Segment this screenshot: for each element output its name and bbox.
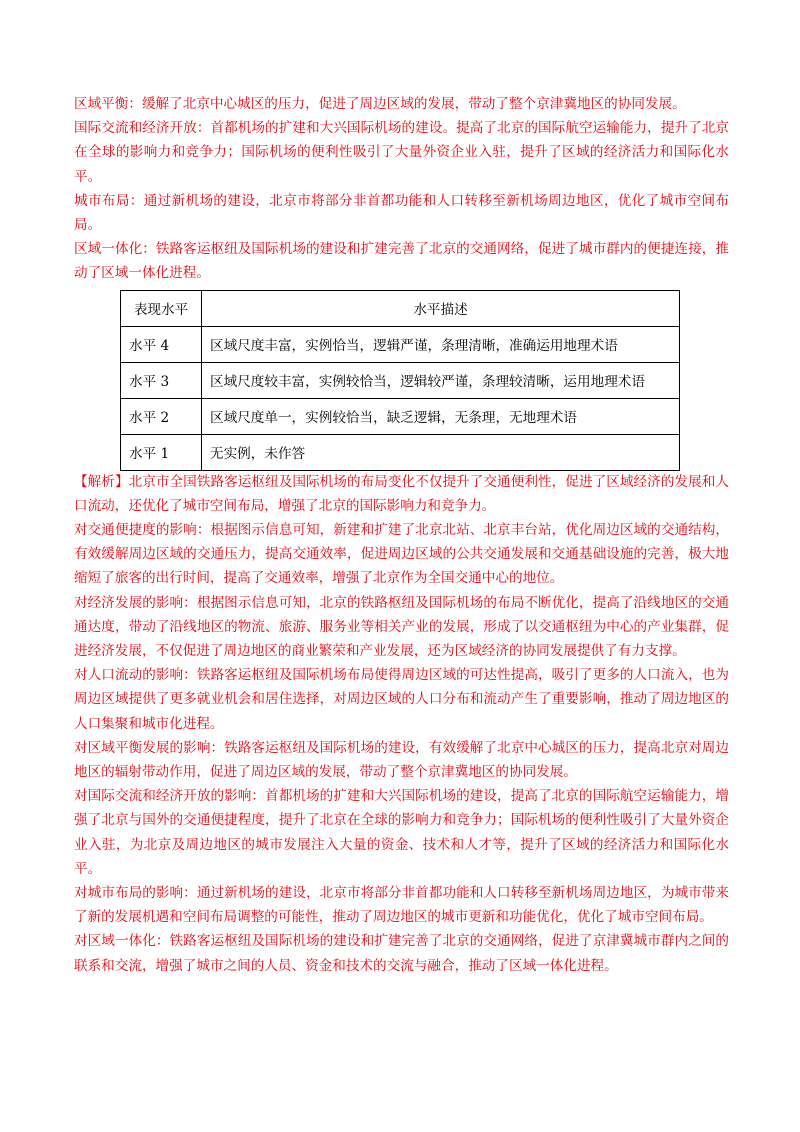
table-cell-description: 区域尺度较丰富，实例较恰当，逻辑较严谨，条理较清晰，运用地理术语 [202,362,680,398]
analysis-paragraph: 对国际交流和经济开放的影响：首都机场的扩建和大兴国际机场的建设，提高了北京的国际航空运输能力，增强了北京与国外的交通便捷程度，提升了北京在全球的影响力和竞争力；国际机场的便利性吸引了大量外资企业入驻，为北京及周边地区的城市发展注入大量的资金、技术和人才等，提升了区域的经济活力和国际化水平。 [74,788,729,877]
analysis-paragraph: 对经济发展的影响：根据图示信息可知，北京的铁路枢纽及国际机场的布局不断优化，提高了沿线地区的交通通达度，带动了沿线地区的物流、旅游、服务业等相关产业的发展，形成了以交通枢纽为中心的产业集群，促进经济发展，不仅促进了周边地区的商业繁荣和产业发展，还为区域经济的协同发展提供了有力支撑。 [74,594,729,660]
table-cell-description: 区域尺度单一，实例较恰当，缺乏逻辑，无条理，无地理术语 [202,398,680,434]
answer-paragraph: 区域平衡：缓解了北京中心城区的压力，促进了周边区域的发展，带动了整个京津冀地区的协同发展。 [74,96,686,112]
table-cell-level: 水平 2 [121,398,202,434]
table-cell-description: 无实例，未作答 [202,434,680,470]
answer-paragraph: 国际交流和经济开放：首都机场的扩建和大兴国际机场的建设。提高了北京的国际航空运输能力，提升了北京在全球的影响力和竞争力；国际机场的便利性吸引了大量外资企业入驻，提升了区域的经济活力和国际化水平。 [74,120,729,185]
table-row [121,362,680,398]
table-cell-description: 区域尺度丰富，实例恰当，逻辑严谨，条理清晰，准确运用地理术语 [202,326,680,362]
analysis-intro [74,470,729,518]
table-row [121,326,680,362]
table-row [121,434,680,470]
document-page [74,92,729,978]
answer-paragraph: 城市布局：通过新机场的建设，北京市将部分非首都功能和人口转移至新机场周边地区，优化了城市空间布局。 [74,192,729,234]
table-header-level: 表现水平 [121,290,202,326]
analysis-intro-text: 北京市全国铁路客运枢纽及国际机场的布局变化不仅提升了交通便利性，促进了区域经济的发展和人口流动，还优化了城市空间布局，增强了北京的国际影响力和竞争力。 [74,473,730,514]
table-cell-level: 水平 4 [121,326,202,362]
analysis-paragraph: 对人口流动的影响：铁路客运枢纽及国际机场布局使得周边区域的可达性提高，吸引了更多的人口流入，也为周边区域提供了更多就业机会和居住选择，对周边区域的人口分布和流动产生了重要影响，推动了周边地区的人口集聚和城市化进程。 [74,667,729,732]
analysis-paragraph: 对城市布局的影响：通过新机场的建设，北京市将部分非首都功能和人口转移至新机场周边地区，为城市带来了新的发展机遇和空间布局调整的可能性，推动了周边地区的城市更新和功能优化，优化了城市空间布局。 [74,885,729,926]
table-row [121,398,680,434]
analysis-tag: 【解析】 [74,473,129,490]
answer-paragraph: 区域一体化：铁路客运枢纽及国际机场的建设和扩建完善了北京的交通网络，促进了城市群内的便捷连接，推动了区域一体化进程。 [74,241,729,282]
table-header-row [121,290,680,326]
table-header-description: 水平描述 [202,290,680,326]
analysis-paragraph: 对区域平衡发展的影响：铁路客运枢纽及国际机场的建设，有效缓解了北京中心城区的压力，提高北京对周边地区的辐射带动作用，促进了周边区域的发展，带动了整个京津冀地区的协同发展。 [74,739,729,781]
table-cell-level: 水平 3 [121,362,202,398]
level-table [120,290,680,471]
table-cell-level: 水平 1 [121,434,202,470]
analysis-paragraph: 对区域一体化：铁路客运枢纽及国际机场的建设和扩建完善了北京的交通网络，促进了京津冀城市群内之间的联系和交流，增强了城市之间的人员、资金和技术的交流与融合，推动了区域一体化进程。 [74,933,729,974]
analysis-paragraph: 对交通便捷度的影响：根据图示信息可知，新建和扩建了北京北站、北京丰台站，优化周边区域的交通结构，有效缓解周边区域的交通压力，提高交通效率，促进周边区域的公共交通发展和交通基础设施的完善，极大地缩短了旅客的出行时间，提高了交通效率，增强了北京作为全国交通中心的地位。 [74,522,729,587]
